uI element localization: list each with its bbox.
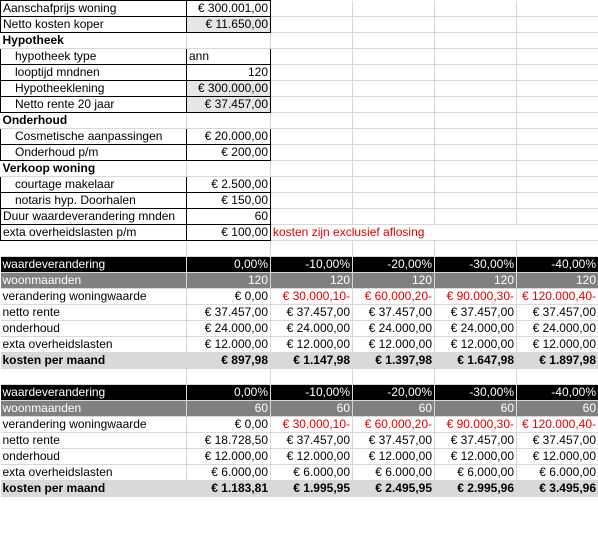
value-cell[interactable]: € 12.000,00 <box>187 449 271 465</box>
value-cell[interactable]: € 37.457,00 <box>187 305 271 321</box>
empty-cell[interactable] <box>271 81 353 97</box>
value-cell[interactable]: € 24.000,00 <box>187 321 271 337</box>
percent-cell[interactable]: -40,00% <box>517 257 598 273</box>
empty-cell[interactable] <box>1 241 187 257</box>
empty-cell[interactable] <box>271 177 353 193</box>
empty-cell[interactable] <box>517 369 598 385</box>
empty-cell[interactable] <box>353 97 435 113</box>
section-header-row <box>1 161 598 177</box>
empty-cell[interactable] <box>187 33 271 49</box>
value-cell[interactable]: € 37.457,00 <box>271 305 353 321</box>
empty-cell[interactable] <box>435 193 517 209</box>
input-row <box>1 17 598 33</box>
empty-cell[interactable] <box>353 65 435 81</box>
months-cell[interactable]: 120 <box>517 273 598 289</box>
input-label[interactable]: Onderhoud p/m <box>1 145 187 161</box>
data-row <box>1 465 598 481</box>
value-cell[interactable]: € 12.000,00 <box>435 337 517 353</box>
row-label[interactable]: woonmaanden <box>1 273 187 289</box>
percent-cell[interactable]: -40,00% <box>517 385 598 401</box>
empty-cell[interactable] <box>435 81 517 97</box>
value-cell[interactable]: € 37.457,00 <box>353 433 435 449</box>
input-label[interactable]: Aanschafprijs woning <box>1 1 187 17</box>
value-cell[interactable]: € 24.000,00 <box>353 321 435 337</box>
input-value[interactable]: 60 <box>187 209 271 225</box>
data-row <box>1 449 598 465</box>
empty-cell[interactable] <box>187 113 271 129</box>
empty-cell[interactable] <box>353 49 435 65</box>
value-cell[interactable]: € 18.728,50 <box>187 433 271 449</box>
value-cell[interactable]: € 24.000,00 <box>435 321 517 337</box>
section-title[interactable]: Verkoop woning <box>1 161 187 177</box>
total-cell[interactable]: € 2.495,95 <box>353 481 435 497</box>
empty-cell[interactable] <box>435 33 517 49</box>
total-cell[interactable]: € 1.995,95 <box>271 481 353 497</box>
input-label[interactable]: Netto rente 20 jaar <box>1 97 187 113</box>
input-row <box>1 209 598 225</box>
input-value[interactable]: € 100,00 <box>187 225 271 241</box>
empty-cell[interactable] <box>353 145 435 161</box>
empty-cell[interactable] <box>353 1 435 17</box>
section-header-row <box>1 113 598 129</box>
empty-cell[interactable] <box>271 33 353 49</box>
empty-cell[interactable] <box>517 129 598 145</box>
data-row <box>1 433 598 449</box>
total-row <box>1 353 598 369</box>
value-cell[interactable]: € 90.000,30- <box>435 289 517 305</box>
row-label[interactable]: kosten per maand <box>1 481 187 497</box>
empty-cell[interactable] <box>271 193 353 209</box>
row-label[interactable]: waardeverandering <box>1 385 187 401</box>
input-label[interactable]: hypotheek type <box>1 49 187 65</box>
value-cell[interactable]: € 37.457,00 <box>435 433 517 449</box>
months-cell[interactable]: 60 <box>353 401 435 417</box>
section-title[interactable]: Onderhoud <box>1 113 187 129</box>
value-cell[interactable]: € 37.457,00 <box>271 433 353 449</box>
empty-cell[interactable] <box>517 1 598 17</box>
empty-cell[interactable] <box>271 129 353 145</box>
empty-cell[interactable] <box>271 113 353 129</box>
data-row <box>1 337 598 353</box>
empty-cell[interactable] <box>435 49 517 65</box>
empty-cell[interactable] <box>353 161 435 177</box>
months-cell[interactable]: 60 <box>517 401 598 417</box>
empty-cell[interactable] <box>271 145 353 161</box>
empty-cell[interactable] <box>517 209 598 225</box>
row-label[interactable]: woonmaanden <box>1 401 187 417</box>
empty-cell[interactable] <box>271 17 353 33</box>
input-label[interactable]: notaris hyp. Doorhalen <box>1 193 187 209</box>
data-row <box>1 321 598 337</box>
total-cell[interactable]: € 3.495,96 <box>517 481 598 497</box>
empty-cell[interactable] <box>435 1 517 17</box>
empty-cell[interactable] <box>517 49 598 65</box>
empty-cell[interactable] <box>517 33 598 49</box>
value-cell[interactable]: € 12.000,00 <box>517 337 598 353</box>
input-row <box>1 193 598 209</box>
input-row <box>1 65 598 81</box>
input-label[interactable]: Duur waardeverandering mnden <box>1 209 187 225</box>
row-label[interactable]: kosten per maand <box>1 353 187 369</box>
percent-cell[interactable]: -10,00% <box>271 257 353 273</box>
input-row <box>1 97 598 113</box>
total-cell[interactable]: € 1.397,98 <box>353 353 435 369</box>
empty-cell[interactable] <box>271 65 353 81</box>
percent-cell[interactable]: -30,00% <box>435 257 517 273</box>
value-cell[interactable]: € 37.457,00 <box>435 305 517 321</box>
input-value[interactable]: 120 <box>187 65 271 81</box>
total-cell[interactable]: € 1.147,98 <box>271 353 353 369</box>
percent-cell[interactable]: -30,00% <box>435 385 517 401</box>
percent-cell[interactable]: -10,00% <box>271 385 353 401</box>
months-cell[interactable]: 120 <box>353 273 435 289</box>
data-row <box>1 417 598 433</box>
empty-cell[interactable] <box>435 209 517 225</box>
empty-cell[interactable] <box>353 193 435 209</box>
empty-cell[interactable] <box>517 177 598 193</box>
empty-cell[interactable] <box>517 145 598 161</box>
empty-cell[interactable] <box>435 145 517 161</box>
empty-cell[interactable] <box>435 241 517 257</box>
empty-cell[interactable] <box>1 369 187 385</box>
blank-row <box>1 241 598 257</box>
value-cell[interactable]: € 60.000,20- <box>353 417 435 433</box>
months-row <box>1 401 598 417</box>
value-cell[interactable]: € 37.457,00 <box>353 305 435 321</box>
total-cell[interactable]: € 1.183,81 <box>187 481 271 497</box>
value-cell[interactable]: € 0,00 <box>187 417 271 433</box>
input-row <box>1 129 598 145</box>
total-cell[interactable]: € 1.647,98 <box>435 353 517 369</box>
value-cell[interactable]: € 6.000,00 <box>517 465 598 481</box>
value-cell[interactable]: € 12.000,00 <box>271 449 353 465</box>
empty-cell[interactable] <box>517 81 598 97</box>
note-text[interactable]: kosten zijn exclusief aflosing <box>271 225 598 241</box>
row-label[interactable]: netto rente <box>1 305 187 321</box>
input-row <box>1 81 598 97</box>
section-title[interactable]: Hypotheek <box>1 33 187 49</box>
empty-cell[interactable] <box>517 193 598 209</box>
input-row <box>1 49 598 65</box>
value-cell[interactable]: € 60.000,20- <box>353 289 435 305</box>
value-cell[interactable]: € 37.457,00 <box>517 433 598 449</box>
blank-row <box>1 369 598 385</box>
value-cell[interactable]: € 12.000,00 <box>435 449 517 465</box>
value-cell[interactable]: € 90.000,30- <box>435 417 517 433</box>
input-value[interactable]: € 300.001,00 <box>187 1 271 17</box>
total-cell[interactable]: € 1.897,98 <box>517 353 598 369</box>
empty-cell[interactable] <box>187 369 271 385</box>
value-cell[interactable]: € 120.000,40- <box>517 417 598 433</box>
months-cell[interactable]: 60 <box>271 401 353 417</box>
value-cell[interactable]: € 6.000,00 <box>187 465 271 481</box>
input-value[interactable]: € 300.000,00 <box>187 81 271 97</box>
scenario-header-row <box>1 385 598 401</box>
value-cell[interactable]: € 0,00 <box>187 289 271 305</box>
empty-cell[interactable] <box>517 113 598 129</box>
empty-cell[interactable] <box>435 369 517 385</box>
empty-cell[interactable] <box>187 241 271 257</box>
months-cell[interactable]: 60 <box>435 401 517 417</box>
percent-cell[interactable]: 0,00% <box>187 257 271 273</box>
months-cell[interactable]: 60 <box>187 401 271 417</box>
input-label[interactable]: courtage makelaar <box>1 177 187 193</box>
input-label[interactable]: Netto kosten koper <box>1 17 187 33</box>
empty-cell[interactable] <box>271 49 353 65</box>
empty-cell[interactable] <box>271 369 353 385</box>
input-value[interactable]: € 20.000,00 <box>187 129 271 145</box>
input-row <box>1 225 598 241</box>
value-cell[interactable]: € 24.000,00 <box>271 321 353 337</box>
value-cell[interactable]: € 6.000,00 <box>353 465 435 481</box>
row-label[interactable]: onderhoud <box>1 321 187 337</box>
empty-cell[interactable] <box>353 113 435 129</box>
value-cell[interactable]: € 6.000,00 <box>271 465 353 481</box>
empty-cell[interactable] <box>435 97 517 113</box>
value-cell[interactable]: € 6.000,00 <box>435 465 517 481</box>
percent-cell[interactable]: 0,00% <box>187 385 271 401</box>
row-label[interactable]: onderhoud <box>1 449 187 465</box>
input-value[interactable]: € 2.500,00 <box>187 177 271 193</box>
data-row <box>1 305 598 321</box>
value-cell[interactable]: € 37.457,00 <box>517 305 598 321</box>
input-value[interactable]: € 11.650,00 <box>187 17 271 33</box>
empty-cell[interactable] <box>435 113 517 129</box>
empty-cell[interactable] <box>353 369 435 385</box>
empty-cell[interactable] <box>353 129 435 145</box>
value-cell[interactable]: € 24.000,00 <box>517 321 598 337</box>
empty-cell[interactable] <box>271 241 353 257</box>
input-value[interactable]: € 150,00 <box>187 193 271 209</box>
empty-cell[interactable] <box>353 33 435 49</box>
total-cell[interactable]: € 2.995,96 <box>435 481 517 497</box>
value-cell[interactable]: € 12.000,00 <box>517 449 598 465</box>
row-label[interactable]: netto rente <box>1 433 187 449</box>
data-row <box>1 289 598 305</box>
input-row <box>1 145 598 161</box>
empty-cell[interactable] <box>353 81 435 97</box>
spreadsheet-body <box>1 1 598 497</box>
empty-cell[interactable] <box>517 241 598 257</box>
row-label[interactable]: waardeverandering <box>1 257 187 273</box>
row-label[interactable]: verandering woningwaarde <box>1 417 187 433</box>
value-cell[interactable]: € 12.000,00 <box>353 337 435 353</box>
empty-cell[interactable] <box>435 177 517 193</box>
months-cell[interactable]: 120 <box>271 273 353 289</box>
empty-cell[interactable] <box>435 161 517 177</box>
total-row <box>1 481 598 497</box>
input-label[interactable]: Cosmetische aanpassingen <box>1 129 187 145</box>
input-label[interactable]: looptijd mndnen <box>1 65 187 81</box>
input-value[interactable]: € 37.457,00 <box>187 97 271 113</box>
empty-cell[interactable] <box>517 17 598 33</box>
empty-cell[interactable] <box>517 65 598 81</box>
row-label[interactable]: exta overheidslasten <box>1 465 187 481</box>
months-cell[interactable]: 120 <box>187 273 271 289</box>
value-cell[interactable]: € 12.000,00 <box>353 449 435 465</box>
row-label[interactable]: exta overheidslasten <box>1 337 187 353</box>
months-row <box>1 273 598 289</box>
total-cell[interactable]: € 897,98 <box>187 353 271 369</box>
value-cell[interactable]: € 30.000,10- <box>271 289 353 305</box>
input-row <box>1 1 598 17</box>
empty-cell[interactable] <box>353 177 435 193</box>
input-value[interactable]: ann <box>187 49 271 65</box>
value-cell[interactable]: € 30.000,10- <box>271 417 353 433</box>
empty-cell[interactable] <box>187 161 271 177</box>
empty-cell[interactable] <box>271 161 353 177</box>
section-header-row <box>1 33 598 49</box>
value-cell[interactable]: € 12.000,00 <box>187 337 271 353</box>
input-label[interactable]: exta overheidslasten p/m <box>1 225 187 241</box>
value-cell[interactable]: € 12.000,00 <box>271 337 353 353</box>
empty-cell[interactable] <box>517 161 598 177</box>
input-label[interactable]: Hypotheeklening <box>1 81 187 97</box>
scenario-header-row <box>1 257 598 273</box>
empty-cell[interactable] <box>271 1 353 17</box>
input-row <box>1 177 598 193</box>
value-cell[interactable]: € 120.000,40- <box>517 289 598 305</box>
input-value[interactable]: € 200,00 <box>187 145 271 161</box>
empty-cell[interactable] <box>353 209 435 225</box>
percent-cell[interactable]: -20,00% <box>353 257 435 273</box>
row-label[interactable]: verandering woningwaarde <box>1 289 187 305</box>
empty-cell[interactable] <box>517 97 598 113</box>
percent-cell[interactable]: -20,00% <box>353 385 435 401</box>
empty-cell[interactable] <box>435 129 517 145</box>
empty-cell[interactable] <box>271 209 353 225</box>
empty-cell[interactable] <box>353 241 435 257</box>
empty-cell[interactable] <box>353 17 435 33</box>
empty-cell[interactable] <box>435 65 517 81</box>
months-cell[interactable]: 120 <box>435 273 517 289</box>
empty-cell[interactable] <box>271 97 353 113</box>
empty-cell[interactable] <box>435 17 517 33</box>
